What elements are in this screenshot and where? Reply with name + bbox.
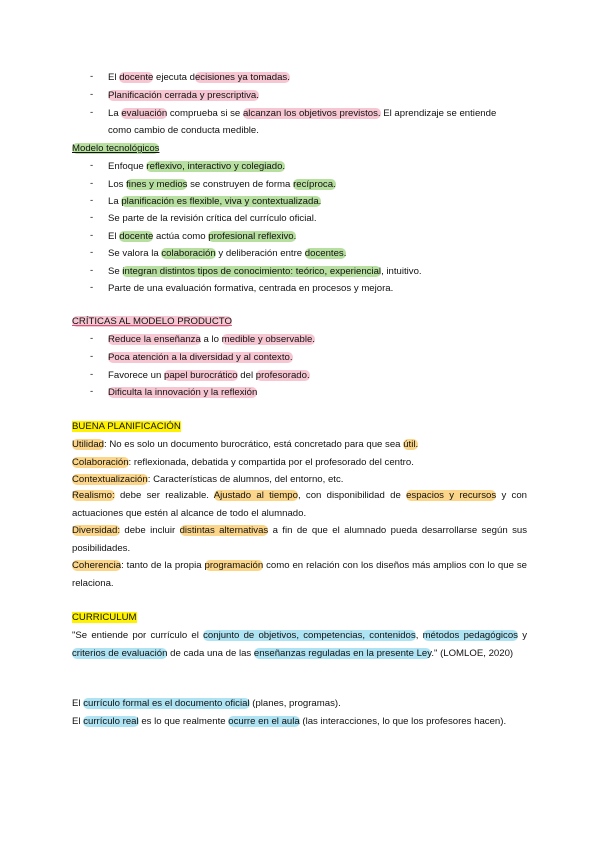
list-item: Dificulta la innovación y la reflexión (108, 387, 258, 398)
list-item: Reduce la enseñanza a lo medible y observable. (108, 334, 315, 345)
list-item: Parte de una evaluación formativa, centrada en procesos y mejora. (108, 283, 394, 294)
bullet: - (90, 89, 94, 100)
list-item: Poca atención a la diversidad y al contexto. (108, 352, 293, 363)
list-item: Favorece un papel burocrático del profesorado. (108, 370, 310, 381)
coherencia-paragraph: Coherencia: tanto de la propia programación como en relación con los diseños más amplios con lo que se relaciona. (72, 560, 527, 589)
bullet: - (90, 333, 94, 344)
bullet: - (90, 369, 94, 380)
bullet: - (90, 282, 94, 293)
list-item: Los fines y medios se construyen de forma recíproca. (108, 179, 336, 190)
contextualizacion-paragraph: Contextualización: Características de alumnos, del entorno, etc. (72, 474, 344, 485)
bullet: - (90, 107, 94, 118)
bullet: - (90, 212, 94, 223)
bullet: - (90, 195, 94, 206)
bullet: - (90, 160, 94, 171)
list-item: El docente actúa como profesional reflexivo. (108, 231, 297, 242)
list-item: La planificación es flexible, viva y contextualizada. (108, 196, 322, 207)
bullet: - (90, 351, 94, 362)
bullet: - (90, 386, 94, 397)
curriculum-definition-quote: "Se entiende por currículo el conjunto de objetivos, competencias, contenidos, métodos pedagógicos y criterios de evaluación de cada una de las enseñanzas reguladas en la presente Ley." (LOMLOE, 2020) (72, 630, 527, 659)
list-item: La evaluación comprueba si se alcanzan los objetivos previstos. El aprendizaje se entiende (108, 108, 497, 119)
bullet: - (90, 247, 94, 258)
section-heading-modelo-tecnologico: Modelo tecnológicos (72, 143, 160, 154)
section-heading-criticas: CRÍTICAS AL MODELO PRODUCTO (72, 316, 232, 327)
list-item: El docente ejecuta decisiones ya tomadas. (108, 72, 290, 83)
bullet: - (90, 71, 94, 82)
section-heading-curriculum: CURRICULUM (72, 612, 137, 623)
bullet: - (90, 178, 94, 189)
list-item: Se integran distintos tipos de conocimiento: teórico, experiencial, intuitivo. (108, 266, 422, 277)
section-heading-buena-planificacion: BUENA PLANIFICACIÓN (72, 421, 181, 432)
list-item-continuation: como cambio de conducta medible. (108, 125, 259, 136)
curriculo-real-paragraph: El currículo real es lo que realmente ocurre en el aula (las interacciones, lo que los profesores hacen). (72, 716, 507, 727)
utilidad-paragraph: Utilidad: No es solo un documento burocrático, está concretado para que sea útil. (72, 439, 419, 450)
list-item: Se parte de la revisión crítica del currículo oficial. (108, 213, 317, 224)
list-item: Se valora la colaboración y deliberación entre docentes. (108, 248, 347, 259)
colaboracion-paragraph: Colaboración: reflexionada, debatida y compartida por el profesorado del centro. (72, 457, 414, 468)
bullet: - (90, 265, 94, 276)
diversidad-paragraph: Diversidad: debe incluir distintas alternativas a fin de que el alumnado pueda desarrollarse según sus posibilidades. (72, 525, 527, 554)
realismo-paragraph: Realismo: debe ser realizable. Ajustado al tiempo, con disponibilidad de espacios y recursos y con actuaciones que estén al alcance de todo el alumnado. (72, 490, 528, 519)
list-item: Planificación cerrada y prescriptiva. (108, 90, 259, 101)
bullet: - (90, 230, 94, 241)
list-item: Enfoque reflexivo, interactivo y colegiado. (108, 161, 286, 172)
curriculo-formal-paragraph: El currículo formal es el documento oficial (planes, programas). (72, 698, 341, 709)
